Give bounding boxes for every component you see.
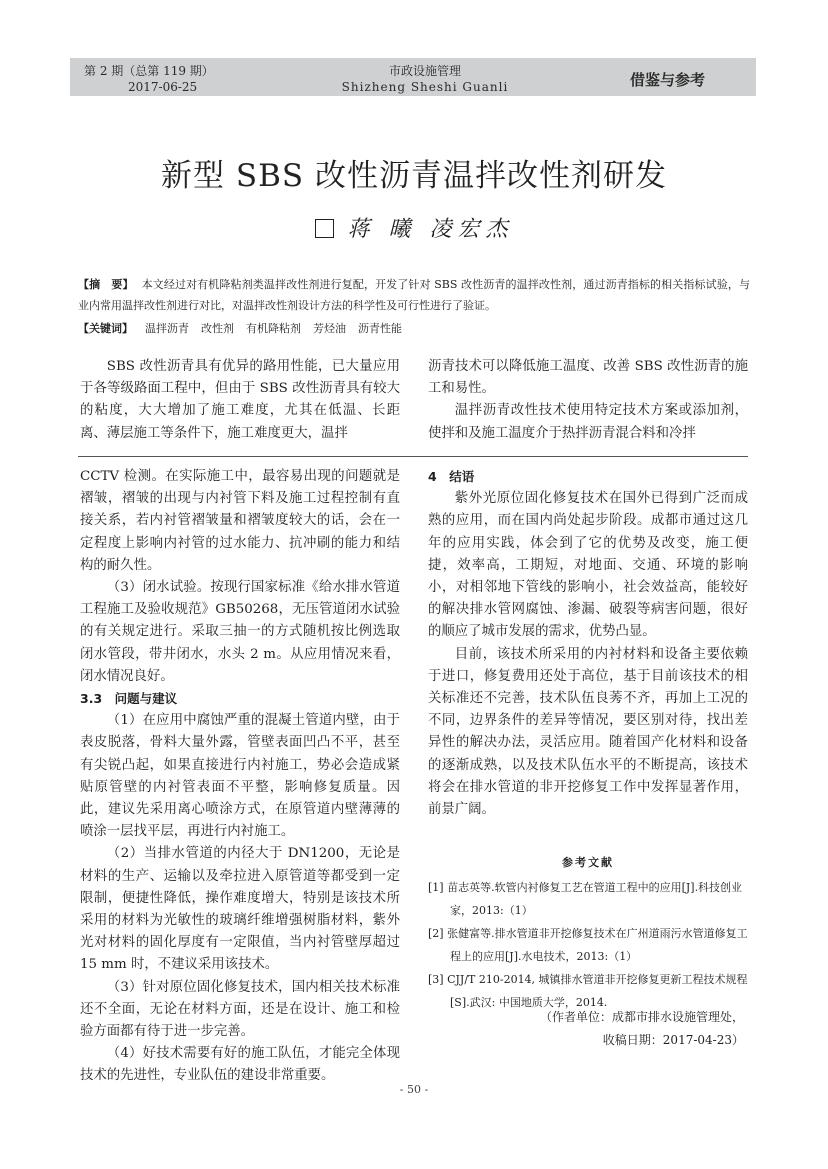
reference-item: [1] 苗志英等.软管内衬修复工艺在管道工程中的应用[J].科技创业家，2013:（1） <box>428 881 743 917</box>
body-paragraph: （1）在应用中腐蚀严重的混凝土管道内壁，由于表皮脱落，骨料大量外露，管壁表面凹凸不平，甚至有尖锐凸起，如果直接进行内衬施工，势必会造成紧贴原管壁的内衬管表面不平整，影响修复质量。因此，建议先采用离心喷涂方式，在原管道内壁薄薄的喷涂一层找平层，再进行内衬施工。 <box>80 713 400 840</box>
keyword: 芳烃油 <box>313 322 346 335</box>
body-paragraph: （3）闭水试验。按现行国家标准《给水排水管道工程施工及验收规范》GB50268，无压管道闭水试验的有关规定进行。采取三抽一的方式随机按比例选取闭水管段，带井闭水，水头 2 m。从应用情况来看，闭水情况良好。 <box>80 580 400 684</box>
references-title: 参考文献 <box>562 856 614 869</box>
received-date: 收稿日期：2017-04-23） <box>602 1033 744 1047</box>
abstract-text: 本文经过对有机降粘剂类温拌改性剂进行复配，开发了针对 SBS 改性沥青的温拌改性剂，通过沥青指标的相关指标试验，与业内常用温拌改性剂进行对比，对温拌改性剂设计方法的科学性及可行性进行了验证。 <box>78 278 750 312</box>
abstract-block <box>78 274 750 339</box>
author-affiliation <box>428 1006 744 1052</box>
author-box-icon <box>315 219 334 238</box>
section-divider <box>78 456 748 457</box>
reference-item: [3] CJJ/T 210-2014, 城镇排水管道非开挖修复更新工程技术规程[S].武汉: 中国地质大学，2014. <box>428 973 748 1009</box>
section-heading: 4 结语 <box>428 469 475 484</box>
keywords-label: 【关键词】 <box>78 322 133 335</box>
column-tag: 借鉴与参考 <box>630 71 706 89</box>
intro-paragraph: 沥青技术可以降低施工温度、改善 SBS 改性沥青的施工和易性。 <box>428 359 748 397</box>
body-paragraph: （4）好技术需要有好的施工队伍，才能完全体现技术的先进性，专业队伍的建设非常重要。 <box>80 1046 400 1084</box>
keywords <box>78 318 750 339</box>
article-title: 新型 SBS 改性沥青温拌改性剂研发 <box>161 158 667 194</box>
body-paragraph: （3）针对原位固化修复技术，国内相关技术标准还不全面，无论在材料方面，还是在设计、施工和检验方面都有待于进一步完善。 <box>80 979 400 1040</box>
intro-paragraph: 温拌沥青改性技术使用特定技术方案或添加剂，使拌和及施工温度介于热拌沥青混合料和冷拌 <box>428 403 748 441</box>
body-left-column <box>80 466 400 1088</box>
author-names: 蒋 曦 凌宏杰 <box>347 217 514 242</box>
abstract <box>78 274 750 316</box>
body-paragraph: 目前，该技术所采用的内衬材料和设备主要依赖于进口，修复费用还处于高位，基于目前该技术的相关标准还不完善，技术队伍良莠不齐，再加上工况的不同，边界条件的差异等情况，要区别对待，找出差异性的解决办法，灵活应用。随着国产化材料和设备的逐渐成熟，以及技术队伍水平的不断提高，该技术将会在排水管道的非开挖修复工作中发挥显著作用，前景广阔。 <box>428 646 748 818</box>
page-number: - 50 - <box>399 1083 429 1096</box>
keyword: 有机降粘剂 <box>246 322 301 335</box>
issue-number: 第 2 期（总第 119 期） <box>84 64 214 78</box>
article-authors <box>0 212 828 243</box>
body-paragraph: 紫外光原位固化修复技术在国外已得到广泛而成熟的应用，而在国内尚处起步阶段。成都市通过这几年的应用实践，体会到了它的优势及改变，施工便捷，效率高，工期短，对地面、交通、环境的影响小，对相邻地下管线的影响小，社会效益高，能较好的解决排水管网腐蚀、渗漏、破裂等病害问题，很好的顺应了城市发展的需求，优势凸显。 <box>428 491 748 640</box>
keyword: 沥青性能 <box>358 322 402 335</box>
body-paragraph: （2）当排水管道的内径大于 DN1200，无论是材料的生产、运输以及牵拉进入原管道等都受到一定限制，便捷性降低，操作难度增大，特别是该技术所采用的材料为光敏性的玻璃纤维增强树脂材料，紫外光对材料的固化厚度有一定限值，当内衬管壁厚超过 15 mm 时，不建议采用该技术。 <box>80 846 400 973</box>
reference-item: [2] 张健富等.排水管道非开挖修复技术在广州道雨污水管道修复工程上的应用[J].水电技术，2013:（1） <box>428 927 748 963</box>
keyword: 改性剂 <box>201 322 234 335</box>
intro-left-column <box>80 356 400 445</box>
journal-name: 市政设施管理 <box>388 64 461 78</box>
abstract-label: 【摘 要】 <box>78 278 134 291</box>
intro-paragraph: SBS 改性沥青具有优异的路用性能，已大量应用于各等级路面工程中，但由于 SBS 改性沥青具有较大的粘度，大大增加了施工难度，尤其在低温、长距离、薄层施工等条件下，施工难度更大，温拌 <box>80 359 400 441</box>
references-list <box>428 876 750 1014</box>
intro-right-column <box>428 356 748 445</box>
author-unit: （作者单位：成都市排水设施管理处， <box>539 1010 744 1024</box>
keyword: 温拌沥青 <box>145 322 189 335</box>
body-right-column <box>428 466 748 821</box>
body-paragraph: CCTV 检测。在实际施工中，最容易出现的问题就是褶皱，褶皱的出现与内衬管下料及施工过程控制有直接关系，若内衬管褶皱量和褶皱度较大的话，会在一定程度上影响内衬管的过水能力、抗冲刷的能力和结构的耐久性。 <box>80 469 400 573</box>
journal-pinyin: Shizheng Sheshi Guanli <box>341 80 509 94</box>
section-heading: 3.3 问题与建议 <box>80 691 178 707</box>
issue-date: 2017-06-25 <box>128 80 198 94</box>
